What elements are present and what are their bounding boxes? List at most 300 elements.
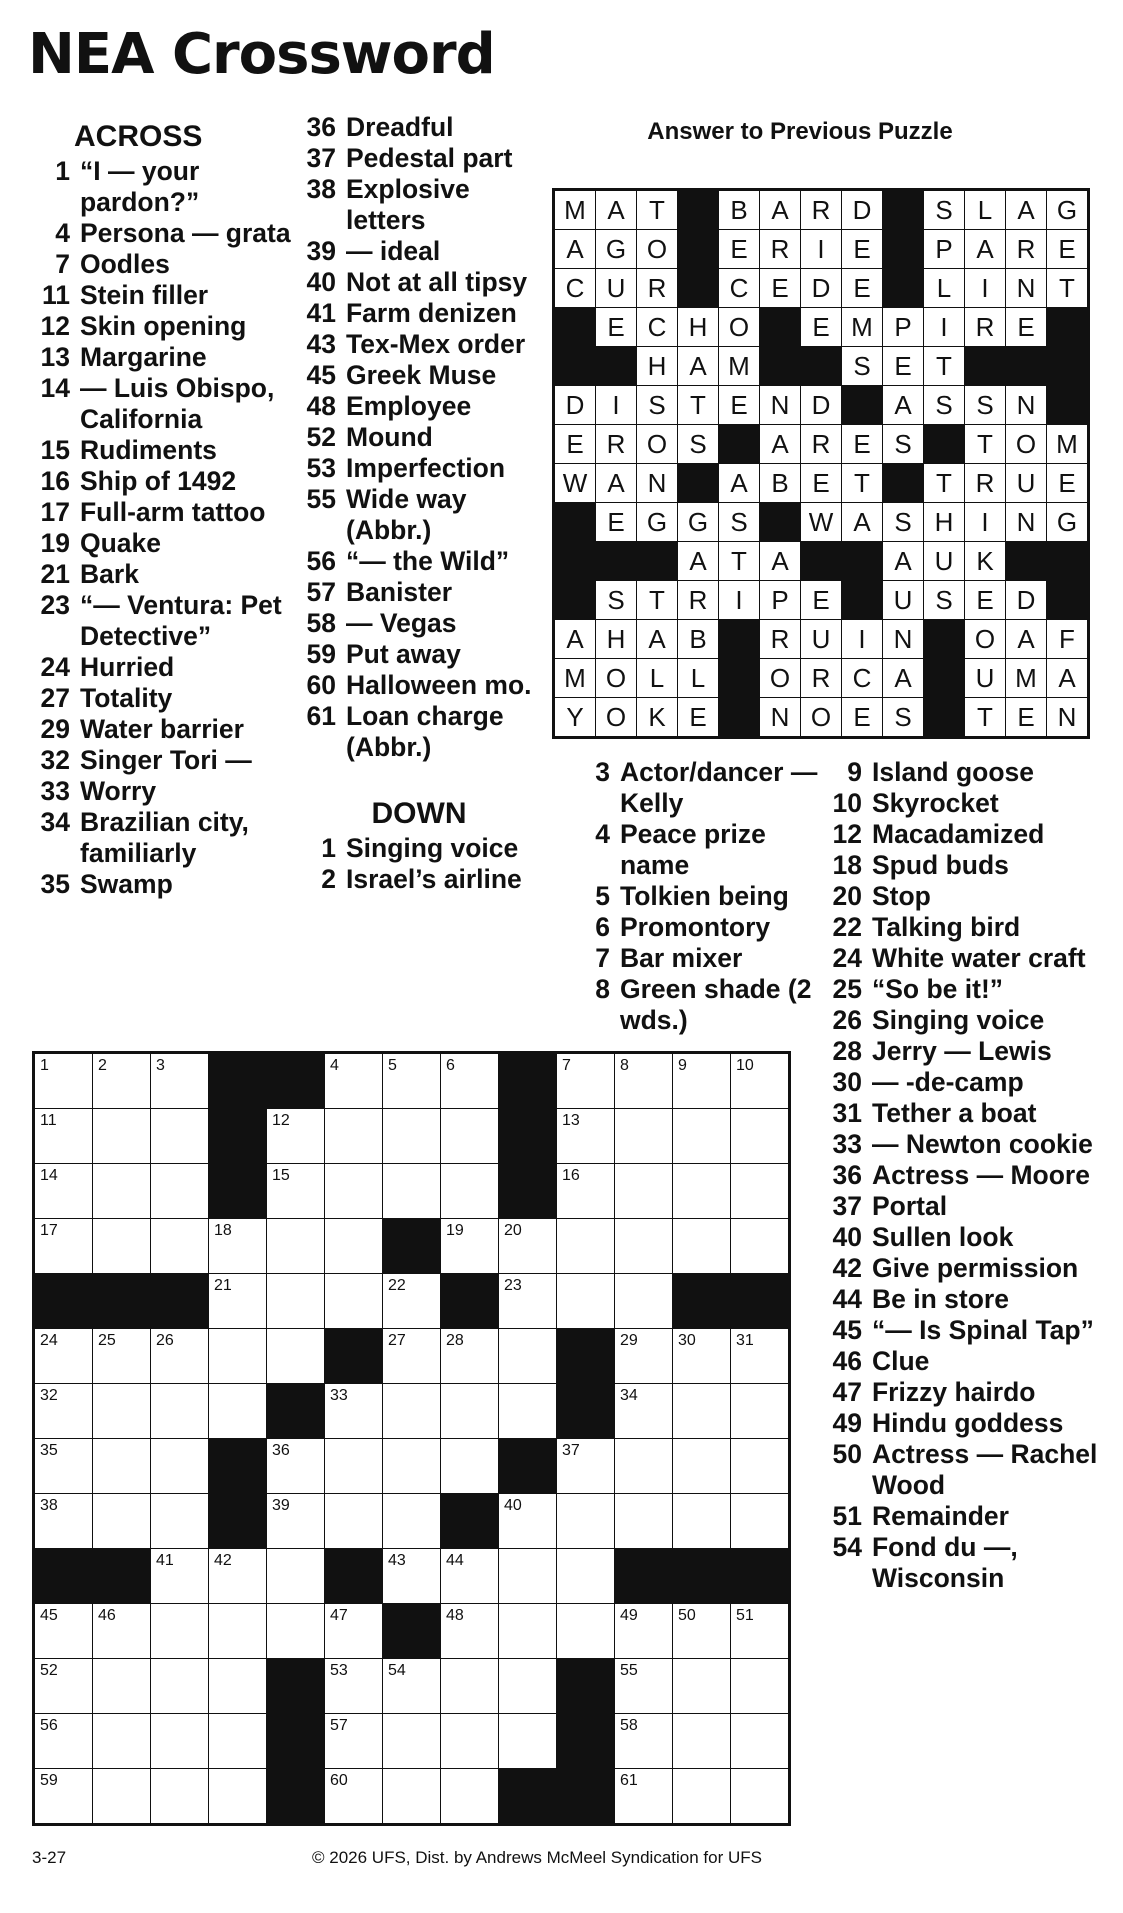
grid-cell[interactable] — [325, 1164, 383, 1219]
grid-cell[interactable] — [35, 1604, 93, 1659]
grid-cell[interactable] — [731, 1109, 789, 1164]
grid-cell[interactable] — [93, 1659, 151, 1714]
cell-number: 52 — [40, 1662, 58, 1679]
clue-item — [288, 236, 550, 267]
clue-number: 14 — [40, 373, 70, 403]
grid-cell[interactable] — [615, 1054, 673, 1109]
grid-cell[interactable] — [267, 1494, 325, 1549]
clue-number: 44 — [832, 1284, 862, 1314]
cell-number: 32 — [40, 1387, 58, 1404]
clue-number: 19 — [40, 528, 70, 558]
grid-cell[interactable] — [151, 1219, 209, 1274]
grid-cell[interactable] — [673, 1219, 731, 1274]
clue-number: 40 — [306, 267, 336, 297]
cell-number: 7 — [562, 1057, 571, 1074]
answer-black-cell — [883, 464, 924, 503]
grid-cell[interactable] — [673, 1109, 731, 1164]
cell-number: 33 — [330, 1387, 348, 1404]
clue-item — [22, 745, 292, 776]
answer-cell: D — [842, 191, 883, 230]
clues-column-2 — [288, 112, 550, 895]
grid-cell[interactable] — [557, 1164, 615, 1219]
clue-item — [814, 1160, 1104, 1191]
clue-item — [288, 329, 550, 360]
clue-number: 25 — [832, 974, 862, 1004]
grid-cell[interactable] — [499, 1549, 557, 1604]
clue-text: Not at all tipsy — [346, 267, 528, 297]
grid-cell[interactable] — [673, 1054, 731, 1109]
cell-number: 24 — [40, 1332, 58, 1349]
black-square — [557, 1714, 615, 1769]
clue-number: 52 — [306, 422, 336, 452]
grid-cell[interactable] — [209, 1659, 267, 1714]
grid-cell[interactable] — [441, 1164, 499, 1219]
clue-text: — -de-camp — [872, 1067, 1024, 1097]
grid-cell[interactable] — [209, 1604, 267, 1659]
grid-cell[interactable] — [35, 1109, 93, 1164]
clue-number: 27 — [40, 683, 70, 713]
answer-title: Answer to Previous Puzzle — [647, 118, 953, 145]
grid-cell[interactable] — [441, 1329, 499, 1384]
grid-cell[interactable] — [731, 1659, 789, 1714]
grid-cell[interactable] — [209, 1714, 267, 1769]
clue-text: Clue — [872, 1346, 930, 1376]
grid-cell[interactable] — [383, 1384, 441, 1439]
clue-text: Skin opening — [80, 311, 247, 341]
grid-cell[interactable] — [557, 1274, 615, 1329]
grid-cell[interactable] — [151, 1714, 209, 1769]
down-clues-column-3 — [562, 757, 822, 1036]
clue-item — [814, 1408, 1104, 1439]
answer-cell: K — [965, 542, 1006, 581]
grid-cell[interactable] — [151, 1164, 209, 1219]
clue-number: 45 — [832, 1315, 862, 1345]
grid-cell[interactable] — [673, 1384, 731, 1439]
grid-cell[interactable] — [441, 1384, 499, 1439]
grid-cell[interactable] — [93, 1494, 151, 1549]
grid-cell[interactable] — [673, 1494, 731, 1549]
grid-cell[interactable] — [325, 1384, 383, 1439]
grid-cell[interactable] — [441, 1604, 499, 1659]
clue-number: 55 — [306, 484, 336, 514]
grid-cell[interactable] — [557, 1549, 615, 1604]
answer-cell: O — [596, 659, 637, 698]
answer-cell: A — [760, 425, 801, 464]
clue-item — [22, 249, 292, 280]
answer-cell: S — [924, 191, 965, 230]
grid-cell[interactable] — [615, 1274, 673, 1329]
grid-cell[interactable] — [499, 1384, 557, 1439]
cell-number: 37 — [562, 1442, 580, 1459]
clue-number: 33 — [832, 1129, 862, 1159]
clue-number: 32 — [40, 745, 70, 775]
grid-cell[interactable] — [35, 1219, 93, 1274]
grid-cell[interactable] — [615, 1494, 673, 1549]
grid-cell[interactable] — [35, 1329, 93, 1384]
grid-cell[interactable] — [209, 1549, 267, 1604]
clue-item — [814, 1129, 1104, 1160]
clue-text: Singing voice — [872, 1005, 1045, 1035]
grid-cell[interactable] — [673, 1329, 731, 1384]
grid-cell[interactable] — [499, 1274, 557, 1329]
grid-cell[interactable] — [151, 1329, 209, 1384]
cell-number: 14 — [40, 1167, 58, 1184]
grid-cell[interactable] — [93, 1164, 151, 1219]
clue-number: 40 — [832, 1222, 862, 1252]
grid-cell[interactable] — [615, 1714, 673, 1769]
answer-black-cell — [1047, 308, 1088, 347]
grid-cell[interactable] — [383, 1329, 441, 1384]
answer-cell: S — [842, 347, 883, 386]
grid-cell[interactable] — [615, 1604, 673, 1659]
grid-cell[interactable] — [383, 1549, 441, 1604]
grid-cell[interactable] — [151, 1384, 209, 1439]
grid-cell[interactable] — [151, 1494, 209, 1549]
grid-cell[interactable] — [267, 1164, 325, 1219]
grid-cell[interactable] — [499, 1494, 557, 1549]
clue-item — [562, 974, 822, 1036]
grid-cell[interactable] — [731, 1164, 789, 1219]
grid-cell[interactable] — [209, 1274, 267, 1329]
clue-number: 21 — [40, 559, 70, 589]
grid-cell[interactable] — [151, 1769, 209, 1824]
clue-item — [288, 453, 550, 484]
grid-cell[interactable] — [93, 1219, 151, 1274]
grid-cell[interactable] — [731, 1769, 789, 1824]
grid-cell[interactable] — [35, 1714, 93, 1769]
grid-cell[interactable] — [499, 1219, 557, 1274]
cell-number: 59 — [40, 1772, 58, 1789]
grid-cell[interactable] — [441, 1219, 499, 1274]
grid-cell[interactable] — [615, 1384, 673, 1439]
grid-cell[interactable] — [441, 1439, 499, 1494]
grid-cell[interactable] — [673, 1604, 731, 1659]
clue-text: Imperfection — [346, 453, 506, 483]
answer-cell: A — [678, 347, 719, 386]
grid-cell[interactable] — [673, 1439, 731, 1494]
clue-text: Bark — [80, 559, 139, 589]
grid-cell[interactable] — [673, 1769, 731, 1824]
answer-cell: E — [555, 425, 596, 464]
black-square — [35, 1274, 93, 1329]
grid-cell[interactable] — [615, 1659, 673, 1714]
grid-cell[interactable] — [731, 1219, 789, 1274]
answer-cell: E — [719, 386, 760, 425]
grid-cell[interactable] — [673, 1714, 731, 1769]
clue-text: Explosive letters — [346, 174, 470, 235]
answer-cell: S — [596, 581, 637, 620]
answer-cell: P — [883, 308, 924, 347]
grid-cell[interactable] — [93, 1714, 151, 1769]
answer-cell: O — [1006, 425, 1047, 464]
grid-cell[interactable] — [151, 1439, 209, 1494]
answer-cell: C — [719, 269, 760, 308]
cell-number: 60 — [330, 1772, 348, 1789]
grid-cell[interactable] — [383, 1769, 441, 1824]
grid-cell[interactable] — [673, 1164, 731, 1219]
clue-item — [22, 466, 292, 497]
grid-cell[interactable] — [557, 1439, 615, 1494]
clue-item — [814, 1284, 1104, 1315]
clue-item — [288, 639, 550, 670]
answer-black-cell — [596, 542, 637, 581]
grid-cell[interactable] — [731, 1439, 789, 1494]
grid-cell[interactable] — [441, 1659, 499, 1714]
clue-number: 12 — [40, 311, 70, 341]
clue-text: Talking bird — [872, 912, 1021, 942]
answer-cell: E — [678, 698, 719, 737]
black-square — [325, 1549, 383, 1604]
grid-cell[interactable] — [209, 1329, 267, 1384]
clue-number: 54 — [832, 1532, 862, 1562]
cell-number: 16 — [562, 1167, 580, 1184]
answer-cell: S — [883, 503, 924, 542]
grid-cell[interactable] — [673, 1659, 731, 1714]
cell-number: 39 — [272, 1497, 290, 1514]
grid-cell[interactable] — [731, 1054, 789, 1109]
grid-cell[interactable] — [325, 1714, 383, 1769]
grid-cell[interactable] — [383, 1659, 441, 1714]
cell-number: 49 — [620, 1607, 638, 1624]
clue-text: Employee — [346, 391, 472, 421]
grid-cell[interactable] — [557, 1219, 615, 1274]
grid-cell[interactable] — [209, 1219, 267, 1274]
grid-cell[interactable] — [93, 1769, 151, 1824]
clue-item — [288, 174, 550, 236]
clue-item — [22, 280, 292, 311]
clue-text: Skyrocket — [872, 788, 999, 818]
clue-text: Greek Muse — [346, 360, 497, 390]
answer-cell: T — [842, 464, 883, 503]
grid-cell[interactable] — [615, 1219, 673, 1274]
clue-number: 12 — [832, 819, 862, 849]
answer-cell: U — [883, 581, 924, 620]
clue-number: 24 — [40, 652, 70, 682]
clue-item — [814, 1253, 1104, 1284]
answer-cell: O — [637, 230, 678, 269]
grid-cell[interactable] — [325, 1109, 383, 1164]
clue-item — [814, 1005, 1104, 1036]
answer-cell: U — [924, 542, 965, 581]
clue-text: Mound — [346, 422, 433, 452]
answer-black-cell — [719, 659, 760, 698]
answer-cell: A — [965, 230, 1006, 269]
grid-cell[interactable] — [731, 1604, 789, 1659]
grid-cell[interactable] — [383, 1164, 441, 1219]
answer-black-cell — [719, 425, 760, 464]
answer-black-cell — [555, 503, 596, 542]
cell-number: 50 — [678, 1607, 696, 1624]
answer-black-cell — [1047, 542, 1088, 581]
grid-cell[interactable] — [499, 1329, 557, 1384]
clue-text: “— Ventura: Pet Detective” — [80, 590, 282, 651]
grid-cell[interactable] — [267, 1274, 325, 1329]
black-square — [673, 1274, 731, 1329]
grid-cell[interactable] — [151, 1659, 209, 1714]
grid-cell[interactable] — [499, 1659, 557, 1714]
grid-cell[interactable] — [151, 1054, 209, 1109]
grid-cell[interactable] — [731, 1329, 789, 1384]
grid-cell[interactable] — [209, 1384, 267, 1439]
clue-number: 7 — [55, 249, 70, 279]
answer-cell: E — [801, 581, 842, 620]
answer-cell: A — [678, 542, 719, 581]
grid-cell[interactable] — [557, 1604, 615, 1659]
grid-cell[interactable] — [325, 1604, 383, 1659]
grid-cell[interactable] — [93, 1329, 151, 1384]
grid-cell[interactable] — [35, 1494, 93, 1549]
clue-item — [22, 311, 292, 342]
grid-cell[interactable] — [325, 1769, 383, 1824]
black-square — [267, 1054, 325, 1109]
answer-black-cell — [719, 620, 760, 659]
answer-cell: E — [801, 464, 842, 503]
grid-cell[interactable] — [325, 1494, 383, 1549]
clue-item — [288, 112, 550, 143]
grid-cell[interactable] — [731, 1384, 789, 1439]
cell-number: 47 — [330, 1607, 348, 1624]
across-clues-column-1 — [22, 118, 292, 900]
grid-cell[interactable] — [35, 1384, 93, 1439]
clue-number: 43 — [306, 329, 336, 359]
clue-number: 37 — [832, 1191, 862, 1221]
answer-black-cell — [924, 620, 965, 659]
clue-item — [22, 528, 292, 559]
grid-cell[interactable] — [383, 1439, 441, 1494]
clue-number: 59 — [306, 639, 336, 669]
black-square — [383, 1604, 441, 1659]
clue-item — [288, 422, 550, 453]
grid-cell[interactable] — [615, 1769, 673, 1824]
clue-text: Frizzy hairdo — [872, 1377, 1036, 1407]
grid-cell[interactable] — [557, 1494, 615, 1549]
clue-number: 7 — [595, 943, 610, 973]
grid-cell[interactable] — [267, 1604, 325, 1659]
grid-cell[interactable] — [441, 1714, 499, 1769]
answer-cell: T — [1047, 269, 1088, 308]
clue-item — [22, 497, 292, 528]
grid-cell[interactable] — [267, 1439, 325, 1494]
answer-cell: N — [760, 386, 801, 425]
answer-black-cell — [842, 581, 883, 620]
puzzle-grid[interactable] — [32, 1051, 791, 1826]
answer-cell: S — [965, 386, 1006, 425]
answer-cell: P — [760, 581, 801, 620]
grid-cell[interactable] — [93, 1384, 151, 1439]
grid-cell[interactable] — [325, 1659, 383, 1714]
grid-cell[interactable] — [325, 1219, 383, 1274]
black-square — [499, 1054, 557, 1109]
answer-cell: E — [1006, 698, 1047, 737]
grid-cell[interactable] — [383, 1109, 441, 1164]
grid-cell[interactable] — [267, 1329, 325, 1384]
grid-cell[interactable] — [267, 1219, 325, 1274]
grid-cell[interactable] — [35, 1769, 93, 1824]
grid-cell[interactable] — [383, 1274, 441, 1329]
grid-cell[interactable] — [267, 1109, 325, 1164]
grid-cell[interactable] — [731, 1494, 789, 1549]
clue-text: Brazilian city, familiarly — [80, 807, 249, 868]
grid-cell[interactable] — [615, 1329, 673, 1384]
black-square — [267, 1769, 325, 1824]
grid-cell[interactable] — [383, 1494, 441, 1549]
black-square — [267, 1384, 325, 1439]
grid-cell[interactable] — [615, 1164, 673, 1219]
down-clues-column-4 — [814, 757, 1104, 1594]
answer-cell: H — [596, 620, 637, 659]
clue-number: 16 — [40, 466, 70, 496]
grid-cell[interactable] — [151, 1604, 209, 1659]
answer-cell: A — [883, 386, 924, 425]
grid-cell[interactable] — [731, 1714, 789, 1769]
grid-cell[interactable] — [93, 1439, 151, 1494]
clue-item — [22, 807, 292, 869]
clue-text: Totality — [80, 683, 173, 713]
grid-cell[interactable] — [615, 1109, 673, 1164]
cell-number: 2 — [98, 1057, 107, 1074]
clue-number: 9 — [847, 757, 862, 787]
grid-cell[interactable] — [151, 1109, 209, 1164]
grid-cell[interactable] — [557, 1109, 615, 1164]
answer-cell: S — [924, 581, 965, 620]
cell-number: 28 — [446, 1332, 464, 1349]
answer-cell: T — [924, 464, 965, 503]
clue-item — [562, 757, 822, 819]
grid-cell[interactable] — [325, 1054, 383, 1109]
grid-cell[interactable] — [151, 1549, 209, 1604]
clue-text: Put away — [346, 639, 461, 669]
grid-cell[interactable] — [35, 1439, 93, 1494]
grid-cell[interactable] — [441, 1054, 499, 1109]
grid-cell[interactable] — [499, 1714, 557, 1769]
grid-cell[interactable] — [93, 1109, 151, 1164]
answer-cell: A — [719, 464, 760, 503]
grid-cell[interactable] — [441, 1549, 499, 1604]
grid-cell[interactable] — [35, 1164, 93, 1219]
answer-cell: S — [924, 386, 965, 425]
grid-cell[interactable] — [557, 1054, 615, 1109]
grid-cell[interactable] — [325, 1274, 383, 1329]
grid-cell[interactable] — [93, 1054, 151, 1109]
answer-black-cell — [760, 308, 801, 347]
cell-number: 46 — [98, 1607, 116, 1624]
answer-cell: G — [637, 503, 678, 542]
clue-text: Remainder — [872, 1501, 1009, 1531]
grid-cell[interactable] — [93, 1604, 151, 1659]
cell-number: 54 — [388, 1662, 406, 1679]
answer-cell: A — [760, 191, 801, 230]
grid-cell[interactable] — [499, 1604, 557, 1659]
cell-number: 1 — [40, 1057, 49, 1074]
cell-number: 57 — [330, 1717, 348, 1734]
clue-text: Wide way (Abbr.) — [346, 484, 467, 545]
grid-cell[interactable] — [325, 1439, 383, 1494]
grid-cell[interactable] — [383, 1714, 441, 1769]
grid-cell[interactable] — [441, 1109, 499, 1164]
grid-cell[interactable] — [267, 1549, 325, 1604]
clue-number: 10 — [832, 788, 862, 818]
grid-cell[interactable] — [615, 1439, 673, 1494]
clue-text: Swamp — [80, 869, 173, 899]
black-square — [325, 1329, 383, 1384]
answer-cell: E — [596, 503, 637, 542]
grid-cell[interactable] — [441, 1769, 499, 1824]
grid-cell[interactable] — [383, 1054, 441, 1109]
grid-cell[interactable] — [35, 1054, 93, 1109]
clue-number: 50 — [832, 1439, 862, 1469]
grid-cell[interactable] — [209, 1769, 267, 1824]
grid-cell[interactable] — [35, 1659, 93, 1714]
